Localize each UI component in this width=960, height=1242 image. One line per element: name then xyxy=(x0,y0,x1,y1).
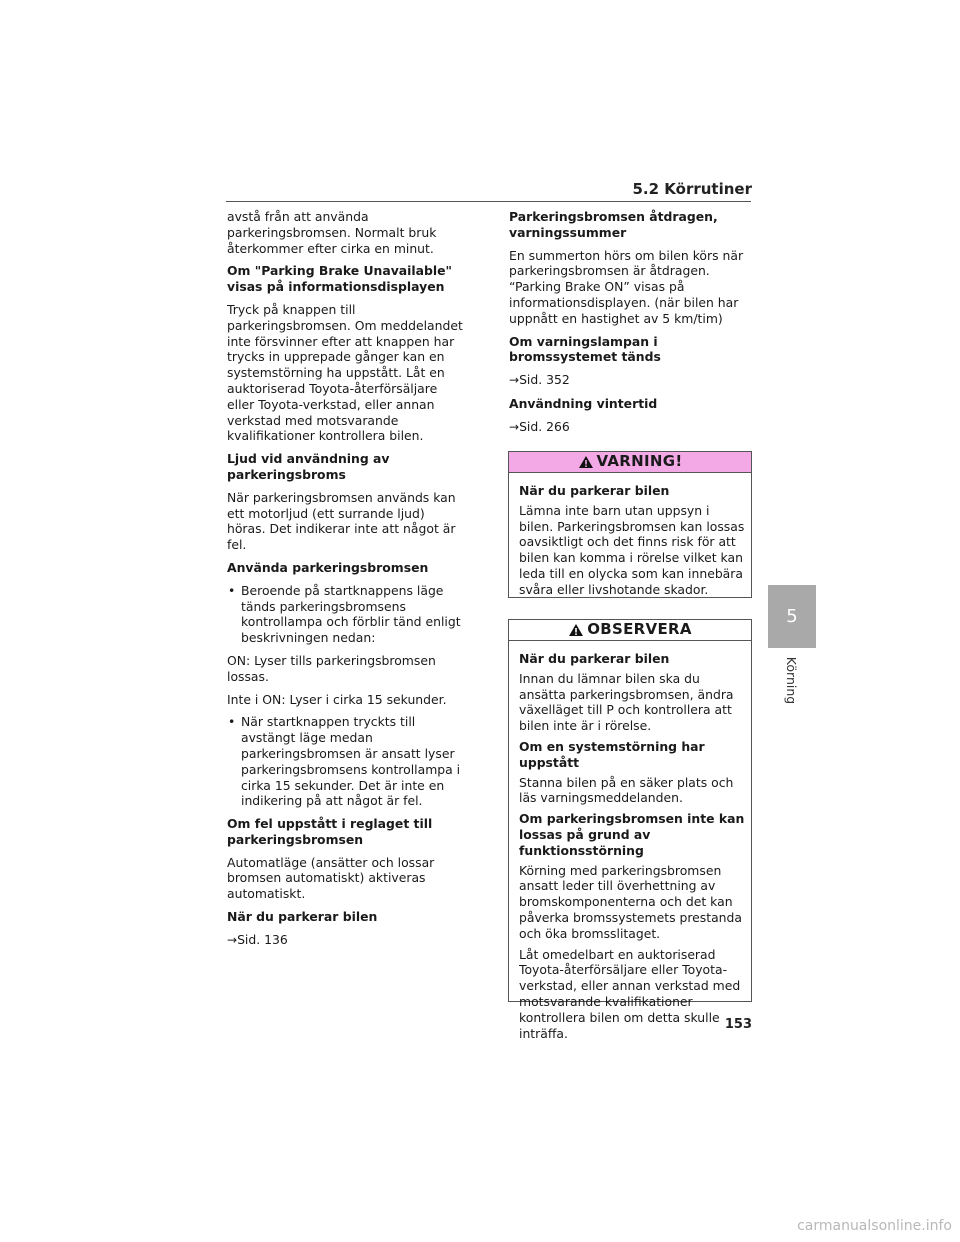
warning-box-header xyxy=(509,452,751,473)
chapter-number: 5 xyxy=(786,606,798,627)
page-reference-text: Sid. 136 xyxy=(237,931,288,947)
bullet-dot-icon: • xyxy=(228,582,236,598)
bullet-dot-icon: • xyxy=(228,714,236,730)
paragraph: När parkeringsbromsen används kan ett motorljud (ett surrande ljud) höras. Det indikerar inte att något är fel. xyxy=(227,489,456,553)
bullet-text: Beroende på startknappens läge tänds parkeringsbromsens kontrollampa och förblir tänd enligt beskrivningen nedan: xyxy=(241,582,461,646)
notice-title: OBSERVERA xyxy=(587,620,692,639)
paragraph: Inte i ON: Lyser i cirka 15 sekunder. xyxy=(227,691,447,707)
left-column xyxy=(227,209,465,956)
page-reference-text: Sid. 266 xyxy=(519,418,570,434)
warning-box xyxy=(508,451,752,598)
subheading: När du parkerar bilen xyxy=(519,651,670,666)
paragraph: Låt omedelbart en auktoriserad Toyota-återförsäljare eller Toyota-verkstad, eller annan verkstad med motsvarande kvalifikationer kontrollera bilen om detta skulle inträffa. xyxy=(519,946,741,1041)
subheading: Om parkeringsbromsen inte kan lossas på grund av funktionsstörning xyxy=(519,811,745,858)
paragraph: Lämna inte barn utan uppsyn i bilen. Parkeringsbromsen kan lossas oavsiktligt och det finns risk för att bilen kan komma i rörelse vilket kan leda till en olycka som kan innebära svåra eller livshotande skador. xyxy=(519,502,745,597)
right-arrow-icon: → xyxy=(509,373,520,388)
paragraph: avstå från att använda parkeringsbromsen. Normalt bruk återkommer efter cirka en minut. xyxy=(227,209,437,256)
subheading: Om varningslampan i bromssystemet tänds xyxy=(509,333,661,365)
warning-triangle-icon xyxy=(578,455,594,469)
right-column xyxy=(509,209,747,443)
section-title: 5.2 Körrutiner xyxy=(632,180,752,198)
warning-box-body xyxy=(509,473,751,598)
notice-box-body xyxy=(509,641,751,1041)
paragraph: Tryck på knappen till parkeringsbromsen. Om meddelandet inte försvinner efter att knappen har trycks in upprepade gånger kan en systemstörning ha uppstått. Låt en auktoriserad Toyota-återförsäljare eller Toyota-verkstad, eller annan verkstad med motsvarande kvalifikationer kontrollera bilen. xyxy=(227,301,463,444)
chapter-label: Körning xyxy=(784,656,800,704)
bullet-item xyxy=(227,583,465,646)
subheading: Parkeringsbromsen åtdragen, varningssummer xyxy=(509,209,718,240)
subheading: När du parkerar bilen xyxy=(227,909,378,925)
subheading: Ljud vid användning av parkeringsbroms xyxy=(227,451,390,482)
subheading: När du parkerar bilen xyxy=(519,483,670,498)
watermark: carmanualsonline.info xyxy=(797,1218,952,1234)
paragraph: ON: Lyser tills parkeringsbromsen lossas. xyxy=(227,652,436,684)
notice-triangle-icon xyxy=(568,623,584,637)
chapter-label-area xyxy=(769,650,815,710)
header-rule xyxy=(226,201,751,202)
page-reference[interactable] xyxy=(509,372,747,389)
subheading: Om en systemstörning har uppstått xyxy=(519,738,705,770)
page-number: 153 xyxy=(724,1017,752,1032)
paragraph: Stanna bilen på en säker plats och läs varningsmeddelanden. xyxy=(519,774,734,806)
page-reference[interactable] xyxy=(509,419,747,436)
paragraph: Körning med parkeringsbromsen ansatt leder till överhettning av bromskomponenterna och det kan påverka bromssystemets prestanda och öka bromsslitaget. xyxy=(519,862,742,941)
page-reference[interactable] xyxy=(227,932,465,949)
notice-box-header xyxy=(509,620,751,641)
right-arrow-icon: → xyxy=(509,419,520,434)
subheading: Användning vintertid xyxy=(509,395,658,411)
bullet-text: När startknappen tryckts till avstängt läge medan parkeringsbromsen är ansatt lyser parkeringsbromsens kontrollampa i cirka 15 sekunder. Det är inte en indikering på att något är fel. xyxy=(241,714,461,809)
page-reference-text: Sid. 352 xyxy=(519,372,570,388)
bullet-item xyxy=(227,714,465,809)
subheading: Om "Parking Brake Unavailable" visas på informationsdisplayen xyxy=(227,263,452,295)
right-arrow-icon: → xyxy=(227,932,238,947)
paragraph: En summerton hörs om bilen körs när parkeringsbromsen är åtdragen. “Parking Brake ON” visas på informationsdisplayen. (när bilen har uppnått en hastighet av 5 km/tim) xyxy=(509,247,744,326)
paragraph: Automatläge (ansätter och lossar bromsen automatiskt) aktiveras automatiskt. xyxy=(227,854,435,902)
subheading: Om fel uppstått i reglaget till parkeringsbromsen xyxy=(227,816,433,847)
paragraph: Innan du lämnar bilen ska du ansätta parkeringsbromsen, ändra växelläget till P och kontrollera att bilen inte är i rörelse. xyxy=(519,670,734,734)
chapter-tab[interactable] xyxy=(768,585,816,648)
warning-title: VARNING! xyxy=(596,452,683,471)
subheading: Använda parkeringsbromsen xyxy=(227,559,429,575)
